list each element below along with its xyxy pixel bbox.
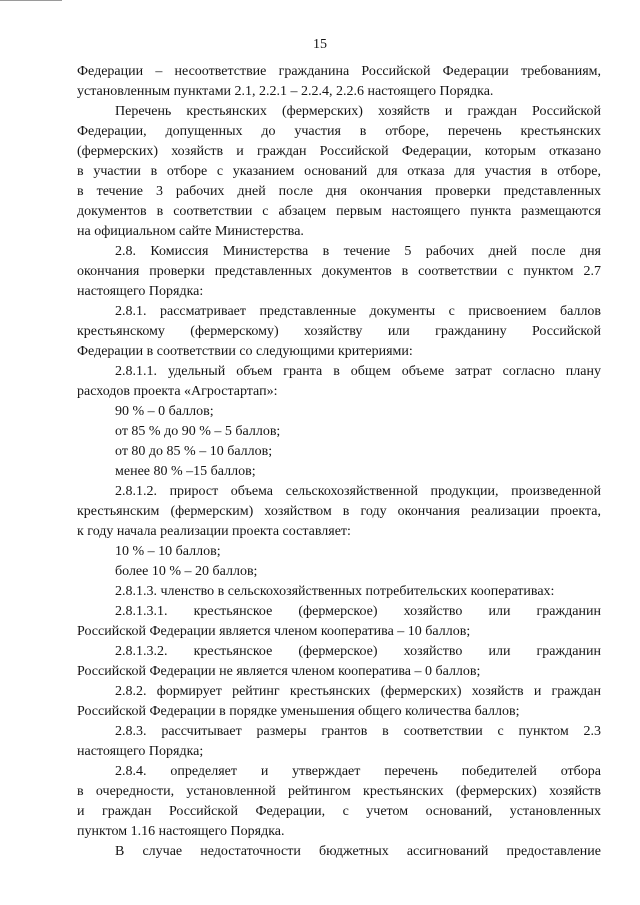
text-line: 2.8.1.3.1. крестьянское (фермерское) хозяйство или гражданин	[115, 604, 601, 619]
text-line: Федерации в соответствии со следующими критериями:	[77, 344, 413, 359]
text-line: в участии в отборе с указанием оснований для отказа для участия в отборе,	[77, 164, 601, 179]
text-line: Перечень крестьянских (фермерских) хозяйств и граждан Российской	[115, 104, 601, 119]
text-line: пунктом 1.16 настоящего Порядка.	[77, 824, 285, 839]
text-line: окончания проверки представленных документов в соответствии с пунктом 2.7	[77, 264, 601, 279]
text-line: к году начала реализации проекта составляет:	[77, 524, 351, 539]
text-line: крестьянскому (фермерскому) хозяйству или гражданину Российской	[77, 324, 601, 339]
text-line: 2.8.3. рассчитывает размеры грантов в соответствии с пунктом 2.3	[115, 724, 601, 739]
text-line: менее 80 % –15 баллов;	[115, 464, 256, 479]
text-line: 2.8.2. формирует рейтинг крестьянских (фермерских) хозяйств и граждан	[115, 684, 601, 699]
text-line: 90 % – 0 баллов;	[115, 404, 214, 419]
text-line: настоящего Порядка:	[77, 284, 204, 299]
corner-mark	[0, 0, 62, 5]
text-line: настоящего Порядка;	[77, 744, 204, 759]
text-line: 2.8.4. определяет и утверждает перечень победителей отбора	[115, 764, 601, 779]
page-number: 15	[313, 37, 327, 52]
text-line: 2.8. Комиссия Министерства в течение 5 рабочих дней после дня	[115, 244, 601, 259]
text-line: расходов проекта «Агростартап»:	[77, 384, 278, 399]
text-line: Российской Федерации не является членом кооператива – 0 баллов;	[77, 664, 481, 679]
text-line: (фермерских) хозяйств и граждан Российской Федерации, которым отказано	[77, 144, 601, 159]
text-line: 2.8.1.3.2. крестьянское (фермерское) хозяйство или гражданин	[115, 644, 601, 659]
text-line: В случае недостаточности бюджетных ассигнований предоставление	[115, 844, 601, 859]
text-line: более 10 % – 20 баллов;	[115, 564, 258, 579]
text-line: от 80 до 85 % – 10 баллов;	[115, 444, 273, 459]
text-line: документов в соответствии с абзацем первым настоящего пункта размещаются	[77, 204, 601, 219]
text-line: 2.8.1. рассматривает представленные документы с присвоением баллов	[115, 304, 601, 319]
text-line: установленным пунктами 2.1, 2.2.1 – 2.2.4, 2.2.6 настоящего Порядка.	[77, 84, 494, 99]
text-line: 10 % – 10 баллов;	[115, 544, 221, 559]
text-line: 2.8.1.2. прирост объема сельскохозяйственной продукции, произведенной	[115, 484, 601, 499]
text-line: Федерации, допущенных до участия в отборе, перечень крестьянских	[77, 124, 601, 139]
text-line: крестьянским (фермерским) хозяйством в году окончания реализации проекта,	[77, 504, 601, 519]
text-line: 2.8.1.3. членство в сельскохозяйственных потребительских кооперативах:	[115, 584, 555, 599]
text-line: Федерации – несоответствие гражданина Российской Федерации требованиям,	[77, 64, 601, 79]
text-line: в течение 3 рабочих дней после дня окончания проверки представленных	[77, 184, 601, 199]
text-line: 2.8.1.1. удельный объем гранта в общем объеме затрат согласно плану	[115, 364, 601, 379]
text-line: в очередности, установленной рейтингом крестьянских (фермерских) хозяйств	[77, 784, 601, 799]
text-line: и граждан Российской Федерации, с учетом оснований, установленных	[77, 804, 601, 819]
document-body	[77, 62, 601, 862]
text-line: на официальном сайте Министерства.	[77, 224, 304, 239]
text-line: Российской Федерации является членом кооператива – 10 баллов;	[77, 624, 471, 639]
text-line: Российской Федерации в порядке уменьшения общего количества баллов;	[77, 704, 520, 719]
text-line: от 85 % до 90 % – 5 баллов;	[115, 424, 281, 439]
